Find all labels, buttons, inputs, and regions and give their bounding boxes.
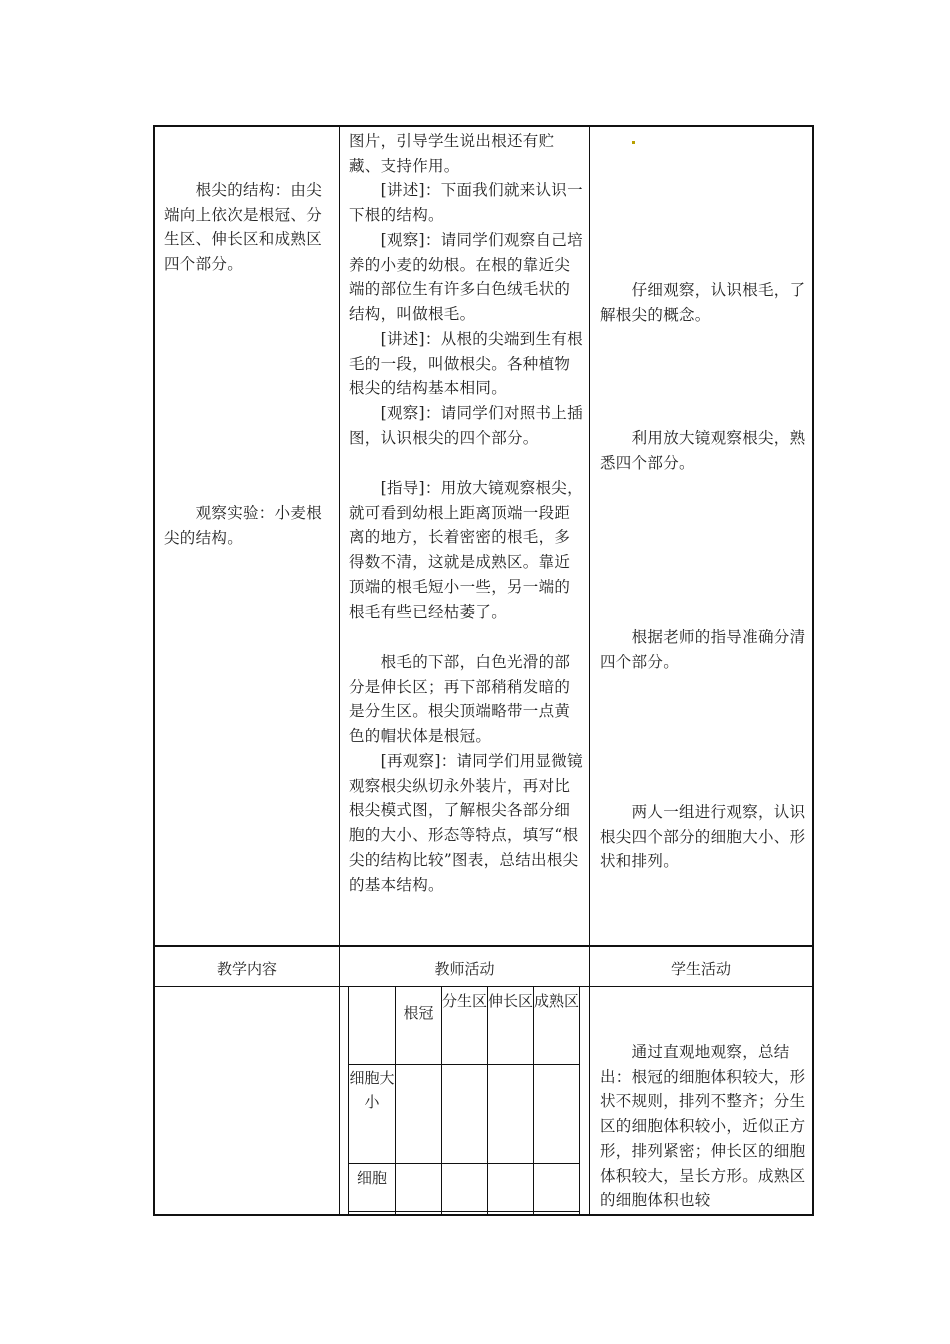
student-para-1: 仔细观察，认识根毛，了解根尖的概念。 xyxy=(600,281,806,324)
content-observation-experiment: 观察实验：小麦根尖的结构。 xyxy=(164,504,323,547)
teacher-para-4: [讲述]：从根的尖端到生有根毛的一段，叫做根尖。各种植物根尖的结构基本相同。 xyxy=(349,330,583,398)
header-student-activity: 学生活动 xyxy=(670,960,731,978)
content-root-tip-structure: 根尖的结构：由尖端向上依次是根冠、分生区、伸长区和成熟区四个部分。 xyxy=(164,181,323,274)
table-left-border xyxy=(153,125,155,1216)
teacher-para-5: [观察]：请同学们对照书上插图，认识根尖的四个部分。 xyxy=(349,404,583,447)
header-teaching-content: 教学内容 xyxy=(216,960,277,978)
student-para-4: 两人一组进行观察，认识根尖四个部分的细胞大小、形状和排列。 xyxy=(600,803,806,871)
stray-mark xyxy=(632,141,635,144)
table-bottom-border xyxy=(153,1214,814,1216)
column-divider-2 xyxy=(589,125,590,1216)
teacher-para-3: [观察]：请同学们观察自己培养的小麦的幼根。在根的靠近尖端的部位生有许多白色绒毛状的结构，叫做根毛。 xyxy=(349,231,583,324)
col-header-maturation-zone: 成熟区 xyxy=(534,992,580,1010)
teacher-para-6: [指导]：用放大镜观察根尖，就可看到幼根上距离顶端一段距离的地方，长着密密的根毛，多得数不清，这就是成熟区。靠近顶端的根毛短小一些，另一端的根毛有些已经枯萎了。 xyxy=(349,479,583,621)
row-header-cell: 细胞 xyxy=(356,1169,387,1187)
col-header-root-cap: 根冠 xyxy=(403,1004,434,1022)
teacher-para-1: 图片，引导学生说出根还有贮藏、支持作用。 xyxy=(349,132,555,175)
col-header-meristem-zone: 分生区 xyxy=(442,992,488,1010)
teacher-para-7: 根毛的下部，白色光滑的部分是伸长区；再下部稍稍发暗的是分生区。根尖顶端略带一点黄色的帽状体是根冠。 xyxy=(349,653,571,746)
student-para-2: 利用放大镜观察根尖，熟悉四个部分。 xyxy=(600,429,806,472)
header-top-border xyxy=(153,945,814,947)
table-right-border xyxy=(812,125,814,1216)
table-top-border xyxy=(153,125,814,127)
student-conclusion: 通过直观地观察，总结出：根冠的细胞体积较大，形状不规则，排列不整齐；分生区的细胞体积较小，近似正方形，排列紧密；伸长区的细胞体积较大，呈长方形。成熟区的细胞体积也较 xyxy=(600,1043,806,1210)
student-para-3: 根据老师的指导准确分清四个部分。 xyxy=(600,628,806,671)
column-divider-1 xyxy=(339,125,340,1216)
header-teacher-activity: 教师活动 xyxy=(434,960,495,978)
teacher-para-2: [讲述]：下面我们就来认识一下根的结构。 xyxy=(349,181,583,224)
col-header-elongation-zone: 伸长区 xyxy=(488,992,534,1010)
teacher-para-8: [再观察]：请同学们用显微镜观察根尖纵切永外装片，再对比根尖模式图，了解根尖各部分细胞的大小、形态等特点，填写“根尖的结构比较”图表，总结出根尖的基本结构。 xyxy=(349,752,583,894)
row-header-cell-size: 细胞大小 xyxy=(349,1069,395,1111)
header-bottom-border xyxy=(153,986,814,987)
